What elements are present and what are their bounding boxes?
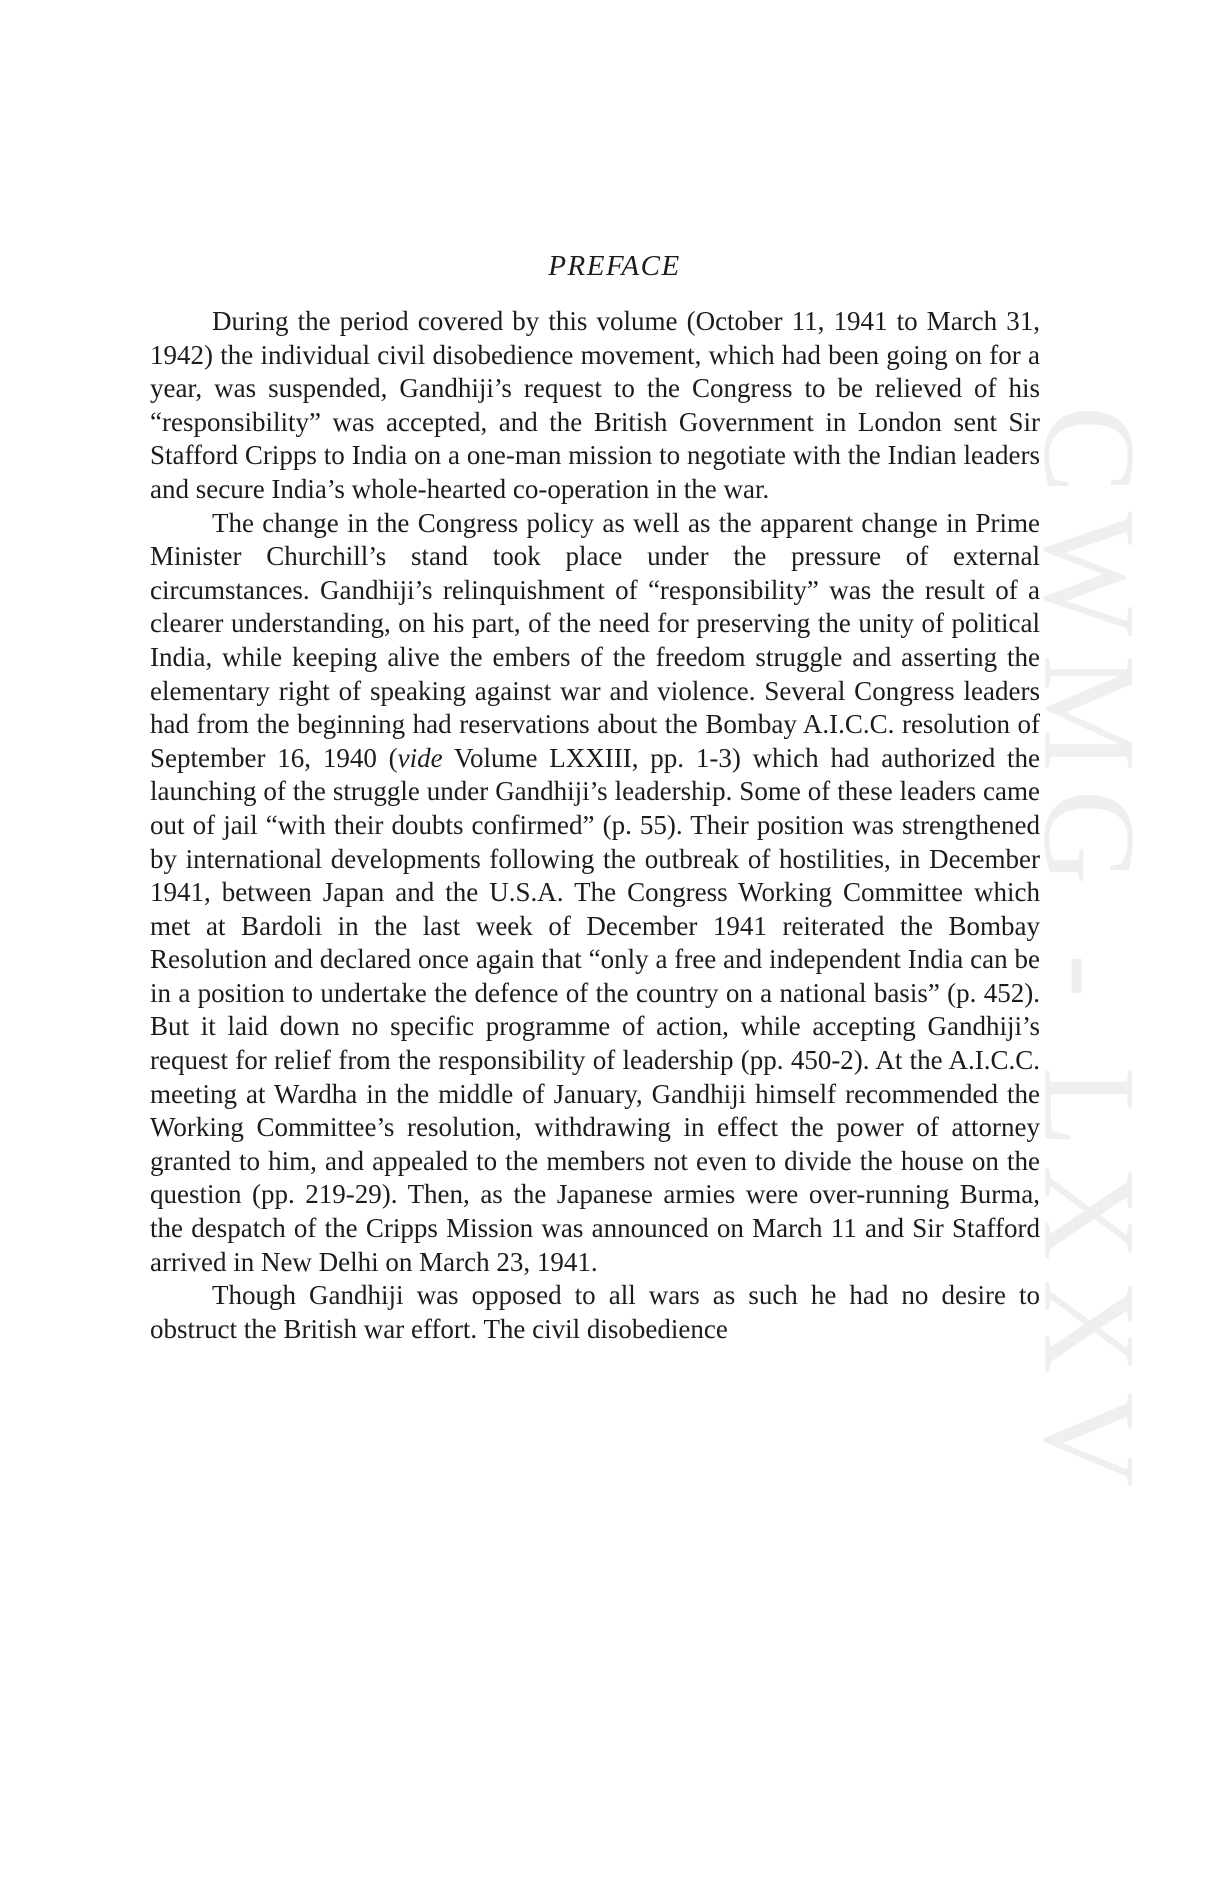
paragraph-3 <box>150 1279 1040 1346</box>
body-text <box>150 305 1040 1346</box>
paragraph-3-text: Though Gandhiji was opposed to all wars as such he had no desire to obstruct the British war effort. The civil disobedience <box>150 1280 1040 1344</box>
paragraph-2-italic-term: vide <box>397 742 443 773</box>
watermark-text: CWMG - LXXV <box>1016 405 1164 1505</box>
paragraph-2 <box>150 507 1040 1280</box>
paragraph-1 <box>150 305 1040 507</box>
paragraph-1-text: During the period covered by this volume (October 11, 1941 to March 31, 1942) the individual civil disobedience movement, which had been going on for a year, was suspended, Gandhiji’s request to the Congress to be relieved of his “responsibility” was accepted, and the British Government in London sent Sir Stafford Cripps to India on a one-man mission to negotiate with the Indian leaders and secure India’s whole-hearted co-operation in the war. <box>150 306 1040 504</box>
paragraph-2-text-end: Volume LXXIII, pp. 1-3) which had authorized the launching of the struggle under Gandhiji’s leadership. Some of these leaders came out of jail “with their doubts confirmed” (p. 55). Their position was strengthened by international developments following the outbreak of hostilities, in December 1941, between Japan and the U.S.A. The Congress Working Committee which met at Bardoli in the last week of December 1941 reiterated the Bombay Resolution and declared once again that “only a free and independent India can be in a position to undertake the defence of the country on a national basis” (p. 452). But it laid down no specific programme of action, while accepting Gandhiji’s request for relief from the responsibility of leadership (pp. 450-2). At the A.I.C.C. meeting at Wardha in the middle of January, Gandhiji himself recommended the Working Committee’s resolution, withdrawing in effect the power of attorney granted to him, and appealed to the members not even to divide the house on the question (pp. 219-29). Then, as the Japanese armies were over-running Burma, the despatch of the Cripps Mission was announced on March 11 and Sir Stafford arrived in New Delhi on March 23, 1941. <box>150 742 1040 1277</box>
page-title: PREFACE <box>548 250 681 282</box>
watermark <box>1016 405 1164 1505</box>
paragraph-2-text-start: The change in the Congress policy as well as the apparent change in Prime Minister Churchill’s stand took place under the pressure of external circumstances. Gandhiji’s relinquishment of “responsibility” was the result of a clearer understanding, on his part, of the need for preserving the unity of political India, while keeping alive the embers of the freedom struggle and asserting the elementary right of speaking against war and violence. Several Congress leaders had from the beginning had reservations about the Bombay A.I.C.C. resolution of September 16, 1940 ( <box>150 507 1040 773</box>
